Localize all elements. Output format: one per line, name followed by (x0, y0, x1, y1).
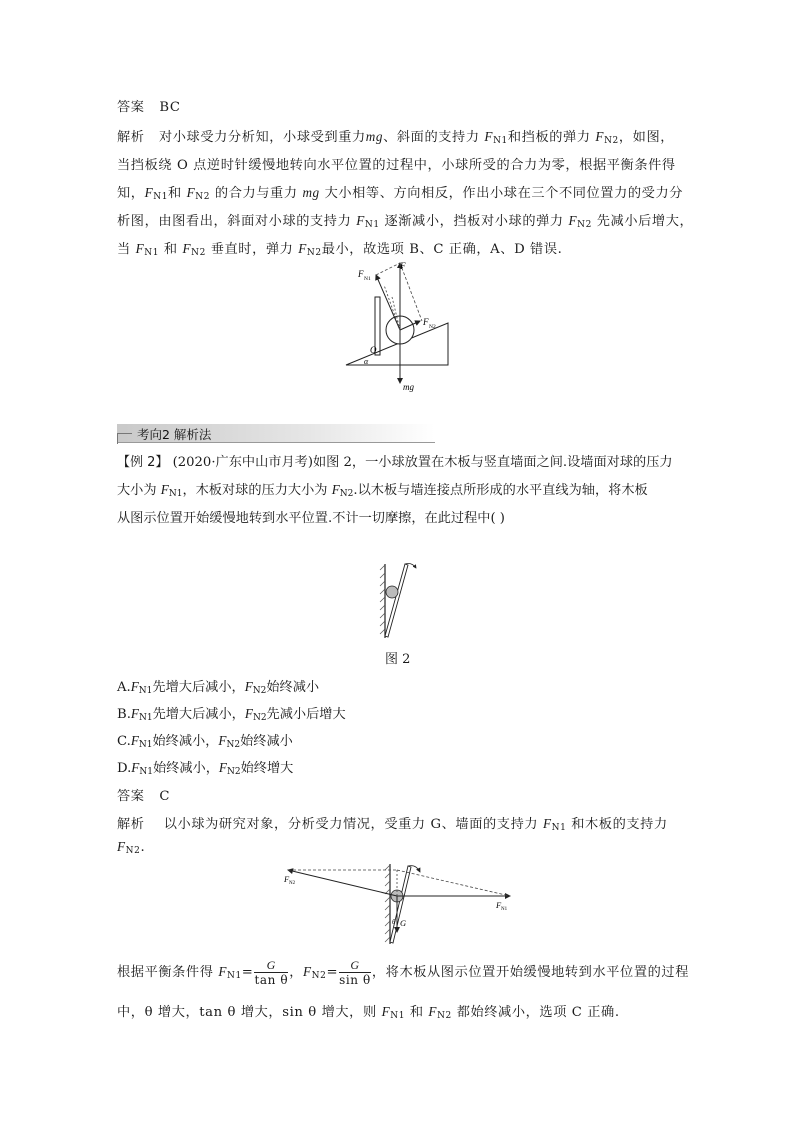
subscript: N1 (138, 686, 153, 696)
label-FN1-sub: N1 (364, 276, 371, 282)
denominator: tan θ (254, 973, 289, 987)
subscript: N2 (191, 248, 206, 258)
fn2-symbol: F (182, 241, 192, 256)
numerator: G (339, 958, 371, 973)
subscript: N2 (252, 713, 267, 723)
text: 的合力与重力 (214, 186, 298, 201)
fn1-symbol: F (135, 241, 145, 256)
text: 垂直时，弹力 (210, 242, 294, 257)
conclusion-line-1 (117, 958, 689, 987)
subscript: N2 (339, 489, 354, 499)
answer-2 (117, 785, 170, 804)
answer-value: C (159, 789, 171, 804)
fn2-symbol: F (302, 964, 312, 979)
option-letter: C. (117, 734, 131, 749)
text: 知， (117, 186, 145, 201)
text: 始终减小 (240, 734, 293, 749)
fn2-symbol: F (298, 241, 307, 256)
text: 当 (117, 242, 131, 257)
conclusion-line-2 (117, 1001, 620, 1021)
text: 和 (163, 242, 178, 257)
text: 都始终减小，选项 C 正确. (456, 1005, 620, 1020)
text: 先减小后增大， (596, 214, 694, 229)
subscript: N2 (252, 686, 267, 696)
text: ，将木板从图示位置开始缓慢地转到水平位置的过程 (371, 965, 689, 980)
text: 、斜面的支持力 (383, 130, 480, 145)
subscript: N1 (390, 1011, 406, 1021)
figure-2-caption: 图 2 (385, 652, 411, 667)
subscript: N2 (226, 767, 241, 777)
label-G: G (400, 918, 407, 928)
answer-label: 答案 (117, 789, 145, 804)
subscript: N2 (195, 192, 211, 202)
analysis-label: 解析 (117, 817, 145, 832)
text: 始终减小， (152, 734, 219, 749)
fn2-symbol: F (595, 129, 605, 144)
section-header-tick (117, 433, 132, 444)
fn1-symbol: F (144, 185, 154, 200)
board (390, 866, 411, 943)
equals: = (326, 965, 339, 980)
equals: = (241, 965, 254, 980)
subscript: N1 (551, 823, 567, 833)
option-d (117, 757, 293, 777)
option-b (117, 703, 346, 723)
section-title: 考向2 解析法 (137, 427, 212, 442)
subscript: N1 (364, 220, 380, 230)
label-FN1-sub: N1 (501, 907, 508, 912)
fn2-symbol: F (244, 679, 253, 694)
label-F: F (400, 261, 406, 271)
subscript: N2 (125, 846, 141, 856)
fn1-symbol: F (130, 679, 139, 694)
text: 逐渐减小，挡板对小球的弹力 (384, 214, 564, 229)
incline-force-diagram (340, 255, 460, 395)
text: 始终增大 (240, 761, 294, 776)
fn1-symbol: F (160, 482, 169, 497)
example-tag: 【例 2】 (117, 455, 169, 470)
text: ，木板对球的压力大小为 (182, 483, 332, 498)
option-a (117, 676, 319, 696)
subscript: N1 (144, 248, 160, 258)
label-alpha: α (364, 357, 369, 366)
answer-value: BC (159, 100, 181, 115)
board (385, 564, 408, 637)
text: ，如图， (618, 130, 675, 145)
text: 始终减小 (266, 680, 320, 695)
text: 和木板的支持力 (571, 817, 668, 832)
subscript: N2 (437, 1011, 452, 1021)
ball (386, 586, 398, 598)
fn1-symbol: F (542, 816, 552, 831)
label-FN2: F (284, 874, 290, 884)
fraction-g-over-tan (254, 958, 288, 987)
fn1-symbol: F (131, 760, 140, 775)
text: 先增大后减小， (152, 680, 245, 695)
text: 最小，故选项 B、C 正确，A、D 错误. (321, 242, 563, 257)
text: 先增大后减小， (152, 707, 245, 722)
analysis-label: 解析 (117, 130, 145, 145)
example-2-line-3 (117, 507, 505, 526)
analysis-2-line-1 (117, 813, 668, 833)
example-2-line-2 (117, 479, 648, 499)
label-FN1: F (496, 900, 502, 910)
label-FN1: F (358, 269, 364, 279)
subscript: N1 (226, 971, 242, 981)
denominator: sin θ (339, 973, 371, 987)
label-FN2: F (423, 317, 429, 327)
wall-board-diagram (372, 560, 422, 642)
option-letter: D. (117, 761, 132, 776)
subscript: N2 (226, 740, 241, 750)
text: 当挡板绕 O 点逆时针缓慢地转向水平位置的过程中，小球所受的合力为零，根据平衡条件得 (117, 158, 676, 173)
fn2-symbol: F (244, 706, 253, 721)
label-FN2-sub: N2 (429, 324, 436, 330)
text: ， (289, 965, 303, 980)
option-c (117, 730, 293, 750)
text: 和挡板的弹力 (507, 130, 591, 145)
fn1-symbol: F (218, 964, 227, 979)
text: 析图，由图看出，斜面对小球的支持力 (117, 214, 352, 229)
text: 和 (168, 186, 182, 201)
analysis-1-line-4 (117, 210, 693, 230)
text: 从图示位置开始缓慢地转到水平位置.不计一切摩擦，在此过程中( ) (117, 511, 505, 526)
text: . (140, 840, 146, 855)
subscript: N1 (138, 713, 153, 723)
analysis-1-line-2 (117, 154, 676, 173)
numerator: G (254, 958, 288, 973)
analysis-1-line-3 (117, 182, 683, 202)
fn2-symbol: F (117, 839, 126, 854)
subscript: N1 (139, 767, 153, 777)
label-O: O (370, 345, 377, 355)
label-theta: θ (392, 918, 396, 926)
text: .以木板与墙连接点所形成的水平直线为轴，将木板 (353, 483, 648, 498)
answer-1 (117, 96, 181, 115)
label-FN2-sub: N2 (289, 881, 296, 886)
fraction-g-over-sin (339, 958, 371, 987)
fn2-symbol: F (218, 733, 227, 748)
wall-force-diagram (282, 858, 518, 948)
fn2-symbol: F (331, 482, 340, 497)
fn2-symbol: F (218, 760, 227, 775)
fn2-symbol: F (186, 185, 196, 200)
text: 以小球为研究对象，分析受力情况，受重力 G、墙面的支持力 (163, 817, 539, 832)
subscript: N2 (306, 248, 322, 258)
subscript: N1 (153, 192, 169, 202)
example-2-line-1 (117, 451, 673, 470)
text: 根据平衡条件得 (117, 965, 214, 980)
fn1-symbol: F (381, 1004, 391, 1019)
fn2-symbol: F (568, 213, 578, 228)
subscript: N1 (493, 136, 508, 146)
subscript: N2 (577, 220, 592, 230)
text: 中，θ 增大，tan θ 增大，sin θ 增大，则 (117, 1005, 377, 1020)
text: 大小相等、方向相反，作出小球在三个不同位置力的受力分 (324, 186, 684, 201)
text: 先减小后增大 (266, 707, 346, 722)
analysis-2-line-2 (117, 839, 145, 856)
text: 大小为 (117, 483, 161, 498)
analysis-1-line-1 (117, 126, 674, 146)
fn1-symbol: F (130, 733, 139, 748)
fn1-symbol: F (484, 129, 494, 144)
subscript: N1 (138, 740, 153, 750)
answer-label: 答案 (117, 100, 145, 115)
mg-symbol: mg (365, 129, 384, 144)
label-mg: mg (403, 382, 414, 392)
fn2-symbol: F (428, 1004, 438, 1019)
text: (2020·广东中山市月考)如图 2，一小球放置在木板与竖直墙面之间.设墙面对球的压力 (172, 455, 673, 470)
text: 和 (409, 1005, 424, 1020)
subscript: N1 (168, 489, 183, 499)
text: 对小球受力分析知，小球受到重力 (158, 130, 366, 145)
subscript: N2 (604, 136, 619, 146)
mg-symbol: mg (302, 185, 320, 200)
subscript: N2 (311, 971, 327, 981)
fn1-symbol: F (130, 706, 139, 721)
fn1-symbol: F (356, 213, 365, 228)
option-letter: B. (117, 707, 131, 722)
option-letter: A. (117, 680, 131, 695)
text: 始终减小， (152, 761, 219, 776)
